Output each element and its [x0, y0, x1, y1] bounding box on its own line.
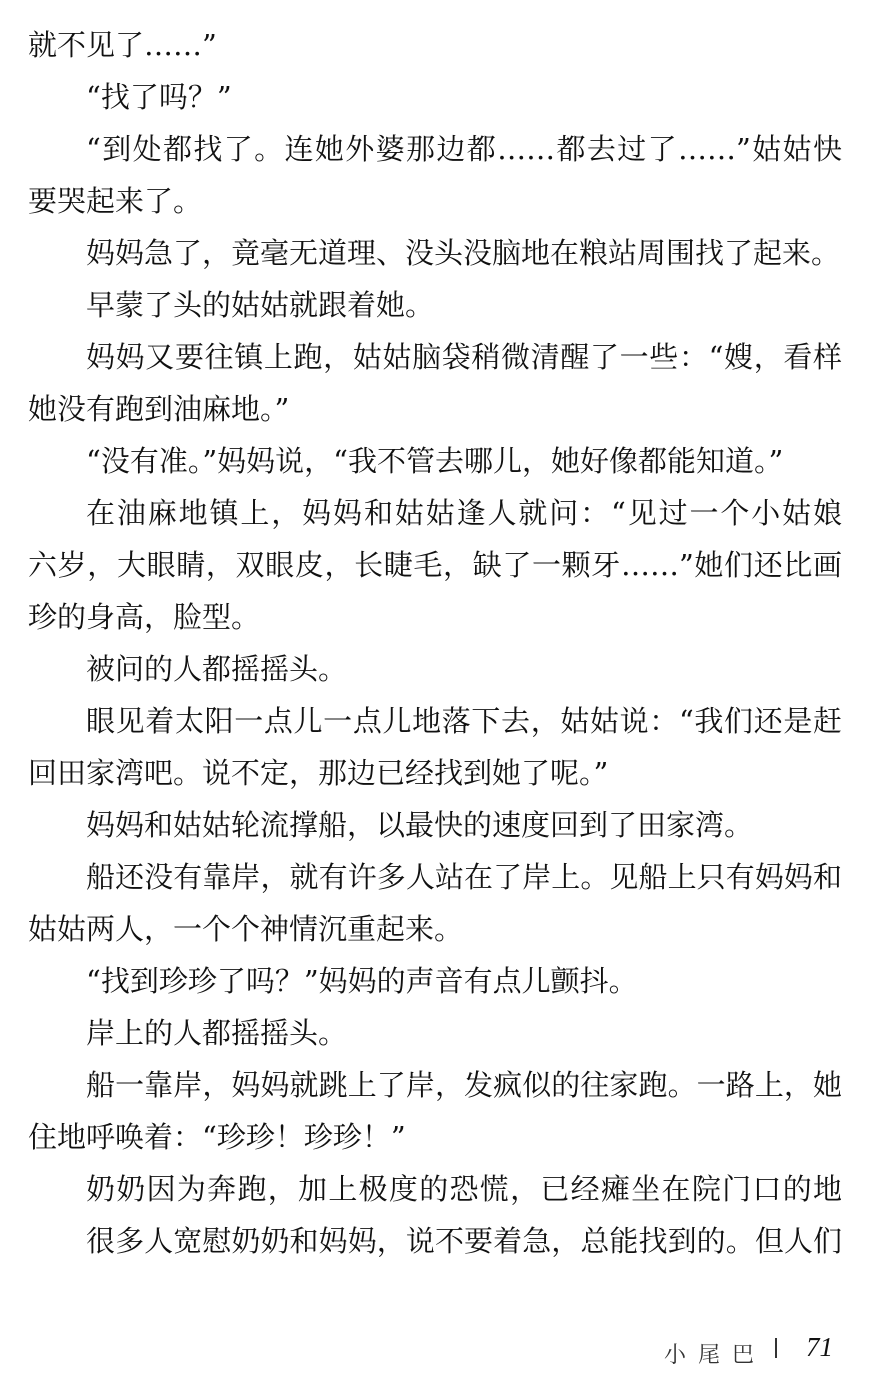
text-line: 很多人宽慰奶奶和妈妈，说不要着急，总能找到的。但人们: [86, 1224, 842, 1258]
text-line: 妈妈又要往镇上跑，姑姑脑袋稍微清醒了一些：“嫂，看样: [86, 340, 842, 374]
text-line: 妈妈和姑姑轮流撑船，以最快的速度回到了田家湾。: [86, 808, 754, 842]
text-line: 妈妈急了，竟毫无道理、没头没脑地在粮站周围找了起来。: [86, 236, 841, 270]
text-line: 船一靠岸，妈妈就跳上了岸，发疯似的往家跑。一路上，她: [86, 1068, 842, 1102]
text-line: 她没有跑到油麻地。”: [28, 392, 290, 426]
text-line: 回田家湾吧。说不定，那边已经找到她了呢。”: [28, 756, 609, 790]
text-line: 住地呼唤着：“珍珍！珍珍！”: [28, 1120, 406, 1154]
text-line: 在油麻地镇上，妈妈和姑姑逢人就问：“见过一个小姑娘: [86, 496, 842, 530]
text-line: “到处都找了。连她外婆那边都……都去过了……”姑姑快: [86, 132, 842, 166]
text-line: “找了吗？”: [86, 80, 232, 114]
text-line: 六岁，大眼睛，双眼皮，长睫毛，缺了一颗牙……”她们还比画: [28, 548, 842, 582]
text-line: “没有准。”妈妈说，“我不管去哪儿，她好像都能知道。”: [86, 444, 784, 478]
text-line: 就不见了……”: [28, 28, 217, 62]
text-line: 被问的人都摇摇头。: [86, 652, 348, 686]
text-line: 岸上的人都摇摇头。: [86, 1016, 348, 1050]
text-line: 珍的身高，脸型。: [28, 600, 261, 634]
text-line: 奶奶因为奔跑，加上极度的恐慌，已经瘫坐在院门口的地: [86, 1172, 842, 1206]
text-line: “找到珍珍了吗？”妈妈的声音有点儿颤抖。: [86, 964, 638, 998]
text-line: 早蒙了头的姑姑就跟着她。: [86, 288, 435, 322]
body-text: [28, 19, 842, 1267]
page-number: 71: [806, 1332, 833, 1362]
text-line: 要哭起来了。: [28, 184, 203, 218]
page-footer: [0, 1330, 872, 1370]
text-line: 眼见着太阳一点儿一点儿地落下去，姑姑说：“我们还是赶: [86, 704, 842, 738]
text-line: 船还没有靠岸，就有许多人站在了岸上。见船上只有妈妈和: [86, 860, 842, 894]
footer-divider: [775, 1338, 777, 1358]
running-title: 小尾巴: [664, 1343, 767, 1368]
text-line: 姑姑两人，一个个神情沉重起来。: [28, 912, 464, 946]
